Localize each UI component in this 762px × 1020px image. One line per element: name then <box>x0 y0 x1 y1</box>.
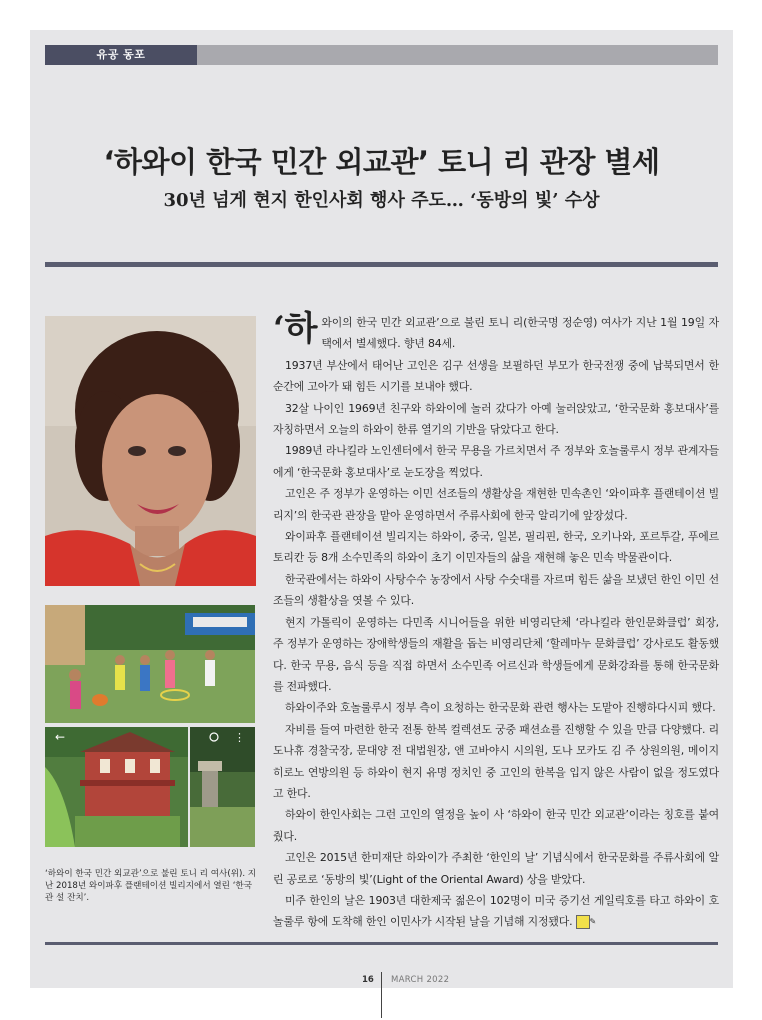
drop-cap: ‘하 <box>273 309 318 349</box>
folio-divider <box>381 972 382 1018</box>
article-paragraph: 현지 가톨릭이 운영하는 다민족 시니어들을 위한 비영리단체 ‘라나킬라 한인문화클럽’ 회장, 주 정부가 운영하는 장애학생들의 재활을 돕는 비영리단체 ‘할레마누 문화클럽’ 강사로도 활동했다. 한국 무용, 음식 등을 직접 하면서 소수민족 어르신과 학생들에게 문화강좌를 통해 한국문화를 전파했다. <box>273 615 719 693</box>
article-paragraph: 고인은 주 정부가 운영하는 이민 선조들의 생활상을 재현한 민속촌인 ‘와이파후 플랜테이션 빌리지’의 한국관 관장을 맡아 운영하면서 주류사회에 한국 알리기에 앞장섰다. <box>273 487 719 522</box>
svg-text:←: ← <box>55 730 66 744</box>
article-paragraph: 하와이주와 호놀룰루시 정부 측이 요청하는 한국문화 관련 행사는 도맡아 진행하다시피 했다. <box>285 701 716 715</box>
sign-photo <box>190 727 255 847</box>
page-number: 16 <box>362 975 374 985</box>
top-rule <box>45 262 718 267</box>
article-paragraph: 고인은 2015년 한미재단 하와이가 주최한 ‘한인의 날’ 기념식에서 한국문화를 주류사회에 알린 공로로 ‘동방의 빛’(Light of the Oriental Award) 상을 받았다. <box>273 851 719 886</box>
article-paragraph: 1989년 라나킬라 노인센터에서 한국 무용을 가르치면서 주 정부와 호놀룰루시 정부 관계자들에게 ‘한국문화 홍보대사’로 눈도장을 찍었다. <box>273 444 719 479</box>
issue-date: MARCH 2022 <box>391 975 450 985</box>
article-body <box>273 309 719 933</box>
photo-caption: ‘하와이 한국 민간 외교관’으로 불린 토니 리 여사(위). 지난 2018년 와이파후 플랜테이션 빌리지에서 열린 ‘한국관 설 잔치’. <box>45 869 257 903</box>
event-photo <box>45 605 255 723</box>
article-paragraph: ‘하와이의 한국 민간 외교관’으로 불린 토니 리(한국명 정순영) 여사가 지난 1월 19일 자택에서 별세했다. 향년 84세. <box>273 309 719 351</box>
article-paragraph: 한국관에서는 하와이 사탕수수 농장에서 사탕 수숫대를 자르며 힘든 삶을 보냈던 한인 이민 선조들의 생활상을 엿볼 수 있다. <box>273 572 719 608</box>
section-tag: 유공 동포 <box>45 45 197 65</box>
svg-text:⋮: ⋮ <box>234 731 245 744</box>
end-mark-icon: ✎ <box>576 915 590 929</box>
article-paragraph: 와이파후 플랜테이션 빌리지는 하와이, 중국, 일본, 필리핀, 한국, 오키나와, 포르투갈, 푸에르토리칸 등 8개 소수민족의 하와이 초기 이민자들의 삶을 재현해 놓은 민속 박물관이다. <box>273 530 719 565</box>
bottom-rule <box>45 942 718 945</box>
article-paragraph: 1937년 부산에서 태어난 고인은 김구 선생을 보필하던 부모가 한국전쟁 중에 납북되면서 한순간에 고아가 돼 힘든 시기를 보내야 했다. <box>273 358 719 394</box>
article-paragraph: 32살 나이인 1969년 친구와 하와이에 놀러 갔다가 아예 눌러앉았고, ‘한국문화 홍보대사’를 자칭하면서 오늘의 하와이 한류 열기의 기반을 닦았다고 한다. <box>273 401 719 437</box>
subheadline: 30년 넘게 현지 한인사회 행사 주도… ‘동방의 빛’ 수상 <box>163 190 600 211</box>
article-paragraph: 미주 한인의 날은 1903년 대한제국 젊은이 102명이 미국 증기선 게일릭호를 타고 하와이 호놀룰루 항에 도착해 한인 이민사가 시작된 날을 기념해 지정됐다. ✎ <box>273 893 719 929</box>
korean-house-photo <box>45 727 188 847</box>
portrait-photo <box>45 316 256 586</box>
article-paragraph: 하와이 한인사회는 그런 고인의 열정을 높이 사 ‘하와이 한국 민간 외교관’이라는 칭호를 붙여줬다. <box>273 808 719 843</box>
article-paragraph: 자비를 들여 마련한 한국 전통 한복 컬렉션도 궁중 패션쇼를 진행할 수 있을 만큼 다양했다. 리 도나휴 경찰국장, 문대양 전 대법원장, 앤 고바야시 시의원, 도나 모카도 김 주 상원의원, 메이지 히로노 연방의원 등 하와이 현지 유명 정치인 중 고인의 한복을 입지 않은 사람이 없을 정도였다고 한다. <box>273 722 719 800</box>
headline: ‘하와이 한국 민간 외교관’ 토니 리 관장 별세 <box>103 145 660 179</box>
